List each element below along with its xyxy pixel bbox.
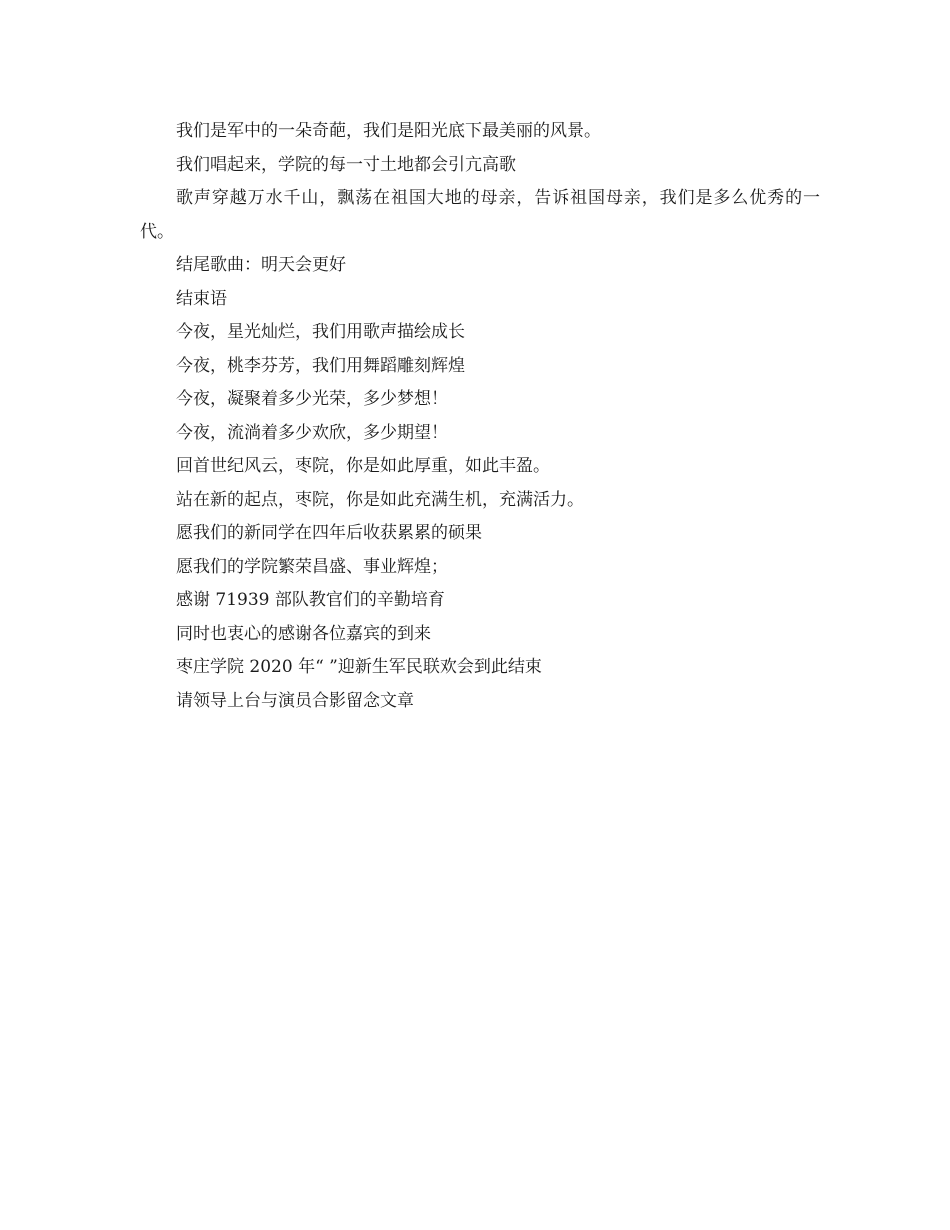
- paragraph: 今夜，凝聚着多少光荣，多少梦想！: [176, 389, 448, 409]
- paragraph: 结尾歌曲：明天会更好: [176, 255, 346, 275]
- paragraph: 感谢 71939 部队教官们的辛勤培育: [176, 590, 445, 610]
- paragraph: 枣庄学院 2020 年“ ”迎新生军民联欢会到此结束: [176, 657, 542, 677]
- paragraph: 站在新的起点，枣院，你是如此充满生机，充满活力。: [176, 489, 584, 510]
- paragraph: 请领导上台与演员合影留念文章: [176, 690, 414, 711]
- paragraph: 今夜，流淌着多少欢欣，多少期望！: [176, 422, 448, 443]
- paragraph: 今夜，星光灿烂，我们用歌声描绘成长: [176, 322, 465, 342]
- paragraph: 同时也衷心的感谢各位嘉宾的到来: [176, 623, 431, 644]
- paragraph: 我们唱起来，学院的每一寸土地都会引亢高歌: [176, 154, 516, 175]
- paragraph: 结束语: [176, 288, 227, 309]
- document-body: [140, 115, 820, 718]
- paragraph: 愿我们的学院繁荣昌盛、事业辉煌；: [176, 556, 448, 577]
- paragraph: 我们是军中的一朵奇葩，我们是阳光底下最美丽的风景。: [176, 121, 601, 141]
- paragraph: 今夜，桃李芬芳，我们用舞蹈雕刻辉煌: [176, 355, 465, 376]
- paragraph: 愿我们的新同学在四年后收获累累的硕果: [176, 523, 482, 543]
- paragraph: 歌声穿越万水千山，飘荡在祖国大地的母亲，告诉祖国母亲，我们是多么优秀的一代。: [140, 188, 820, 242]
- paragraph: 回首世纪风云，枣院，你是如此厚重，如此丰盈。: [176, 456, 550, 476]
